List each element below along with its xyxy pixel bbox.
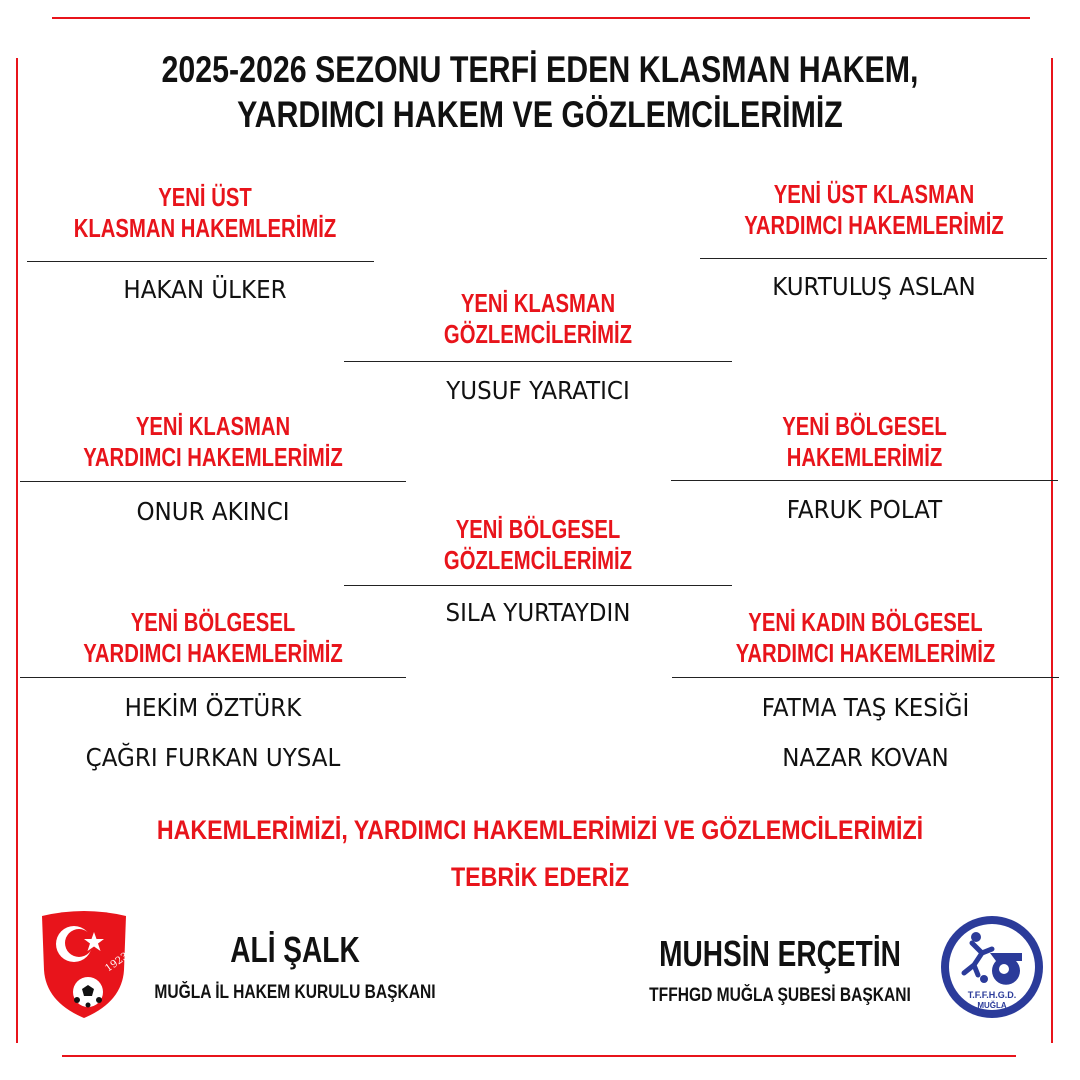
section-divider: [344, 361, 732, 362]
frame-bottom-line: [62, 1055, 1016, 1057]
section-divider: [20, 481, 406, 482]
referee-name: HEKİM ÖZTÜRK: [124, 693, 302, 722]
tffhgd-logo-text-bottom: MUĞLA: [977, 1001, 1007, 1010]
section-divider: [700, 258, 1047, 259]
section-heading-ust-klasman-yardimci: YENİ ÜST KLASMAN YARDIMCI HAKEMLERİMİZ: [744, 179, 1004, 240]
page-title-line2: YARDIMCI HAKEM VE GÖZLEMCİLERİMİZ: [237, 94, 843, 135]
section-divider: [672, 677, 1059, 678]
referee-name: HAKAN ÜLKER: [123, 275, 287, 304]
referee-name: ONUR AKINCI: [136, 497, 290, 526]
section-heading-klasman-gozlemci: YENİ KLASMAN GÖZLEMCİLERİMİZ: [443, 288, 633, 349]
signatory-left-role: MUĞLA İL HAKEM KURULU BAŞKANI: [154, 982, 436, 1003]
signatory-right-role: TFFHGD MUĞLA ŞUBESİ BAŞKANI: [649, 985, 911, 1006]
section-heading-bolgesel-hakem: YENİ BÖLGESEL HAKEMLERİMİZ: [782, 411, 947, 472]
congrats-line2: TEBRİK EDERİZ: [450, 862, 630, 892]
referee-name: FATMA TAŞ KESİĞİ: [761, 693, 970, 722]
congrats-line1: HAKEMLERİMİZİ, YARDIMCI HAKEMLERİMİZİ VE GÖZLEMCİLERİMİZİ: [156, 815, 924, 845]
section-heading-bolgesel-yardimci: YENİ BÖLGESEL YARDIMCI HAKEMLERİMİZ: [83, 607, 343, 668]
section-heading-kadin-bolgesel-yardimci: YENİ KADIN BÖLGESEL YARDIMCI HAKEMLERİMİZ: [735, 607, 996, 668]
section-divider: [27, 261, 374, 262]
referee-name: ÇAĞRI FURKAN UYSAL: [85, 743, 341, 772]
signatory-left-name: ALİ ŞALK: [230, 929, 360, 970]
tffhgd-whistle-icon: [938, 913, 1046, 1021]
tff-crest-icon: [38, 910, 130, 1020]
referee-name: KURTULUŞ ASLAN: [772, 272, 976, 301]
section-heading-klasman-yardimci: YENİ KLASMAN YARDIMCI HAKEMLERİMİZ: [83, 411, 343, 472]
section-heading-ust-klasman-hakem: YENİ ÜST KLASMAN HAKEMLERİMİZ: [73, 182, 337, 243]
observer-name: YUSUF YARATICI: [446, 376, 630, 405]
signatory-right-name: MUHSİN ERÇETİN: [659, 933, 901, 974]
section-divider: [671, 480, 1058, 481]
section-divider: [20, 677, 406, 678]
frame-top-line: [52, 17, 1030, 19]
tffhgd-logo-text-top: T.F.F.H.G.D.: [967, 990, 1017, 1000]
page-title-line1: 2025-2026 SEZONU TERFİ EDEN KLASMAN HAKEM,: [161, 49, 919, 90]
referee-name: NAZAR KOVAN: [782, 743, 949, 772]
observer-name: SILA YURTAYDIN: [445, 598, 631, 627]
section-heading-bolgesel-gozlemci: YENİ BÖLGESEL GÖZLEMCİLERİMİZ: [443, 514, 633, 575]
referee-name: FARUK POLAT: [786, 495, 943, 524]
section-divider: [344, 585, 732, 586]
frame-right-line: [1051, 58, 1053, 1043]
frame-left-line: [16, 58, 18, 1043]
tff-crest-year: 1923: [103, 950, 130, 975]
